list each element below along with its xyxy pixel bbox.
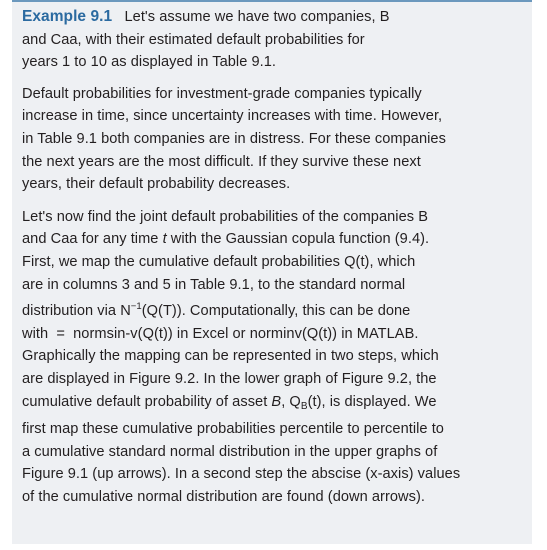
paragraph2-text: with the Gaussian copula function (9.4).: [166, 231, 430, 248]
paragraph2-line: [22, 228, 520, 251]
paragraph2-text: distribution via N: [22, 303, 131, 320]
paragraph2-line: a cumulative standard normal distribution in the upper graphs of: [22, 443, 438, 460]
paragraph2-line: first map these cumulative probabilities percentile to percentile to: [22, 421, 444, 438]
paragraph1-line: in Table 9.1 both companies are in distress. For these companies: [22, 130, 446, 147]
paragraph2-text: cumulative default probability of asset: [22, 393, 272, 410]
subscript-b: B: [300, 400, 308, 412]
paragraph2-line: [22, 296, 520, 323]
example-intro-line-1: [22, 6, 520, 29]
paragraph2-line: of the cumulative normal distribution are found (down arrows).: [22, 488, 425, 505]
superscript-inverse: −1: [130, 301, 142, 313]
paragraph2-line: [22, 391, 520, 419]
paragraph2-line: Figure 9.1 (up arrows). In a second step the abscise (x-axis) values: [22, 466, 461, 483]
paragraph-default-probabilities: [22, 83, 520, 196]
paragraph2-text: , Q: [281, 393, 301, 410]
paragraph2-line: with = normsin-v(Q(t)) in Excel or norminv(Q(t)) in MATLAB.: [22, 325, 419, 342]
paragraph2-text: (Q(T)). Computationally, this can be done: [141, 303, 411, 320]
example-box: [12, 0, 532, 544]
paragraph2-line: Let's now find the joint default probabilities of the companies B: [22, 208, 428, 225]
example-intro-line-2: and Caa, with their estimated default probabilities for: [22, 31, 365, 48]
variable-b: B: [271, 393, 282, 410]
example-heading: Example 9.1: [22, 8, 113, 25]
paragraph2-line: are displayed in Figure 9.2. In the lower graph of Figure 9.2, the: [22, 370, 437, 387]
paragraph2-text: (t), is displayed. We: [307, 393, 437, 410]
example-intro-text-1: Let's assume we have two companies, B: [124, 9, 390, 25]
paragraph1-line: increase in time, since uncertainty increases with time. However,: [22, 108, 443, 125]
paragraph2-line: are in columns 3 and 5 in Table 9.1, to the standard normal: [22, 276, 406, 293]
paragraph1-line: Default probabilities for investment-grade companies typically: [22, 85, 422, 102]
paragraph-joint-default: [22, 206, 520, 509]
example-intro-line-3: years 1 to 10 as displayed in Table 9.1.: [22, 54, 277, 71]
example-intro: [22, 6, 520, 74]
paragraph1-line: the next years are the most difficult. If they survive these next: [22, 153, 421, 170]
variable-t: t: [162, 231, 167, 248]
paragraph2-line: First, we map the cumulative default probabilities Q(t), which: [22, 253, 416, 270]
paragraph1-line: years, their default probability decreases.: [22, 176, 291, 193]
paragraph2-line: Graphically the mapping can be represented in two steps, which: [22, 348, 439, 365]
paragraph2-text: and Caa for any time: [22, 231, 163, 248]
